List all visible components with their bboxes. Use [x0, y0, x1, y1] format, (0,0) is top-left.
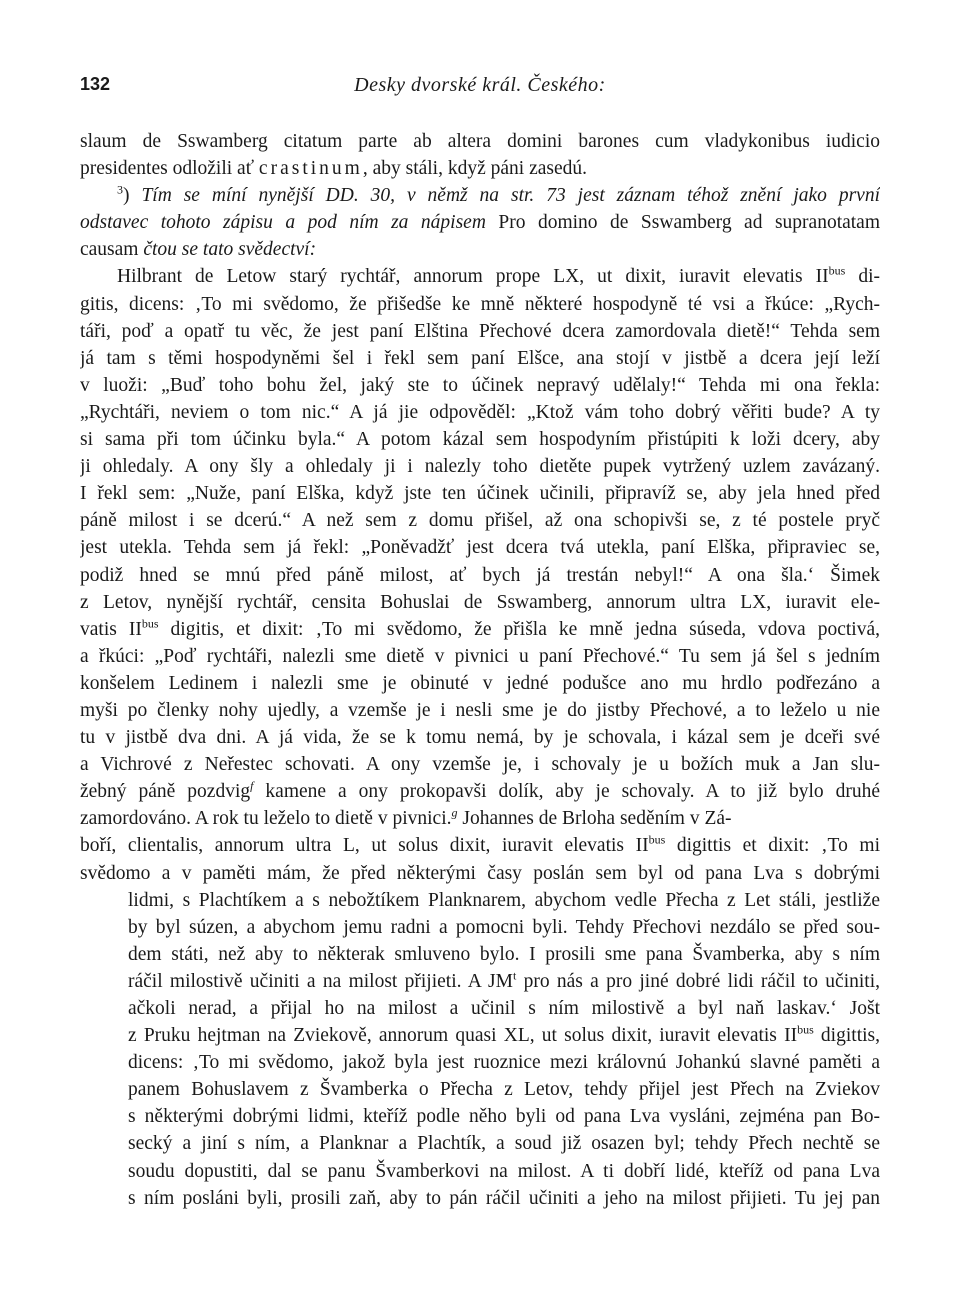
text-segment: causam [80, 239, 144, 261]
text-segment: Pro domino de Sswamberg ad supranotatam [485, 212, 880, 234]
text-line [80, 372, 880, 399]
text-segment: digittis et dixit: ‚To mi [665, 835, 880, 857]
text-segment: s některými dobrými lidmi, kteříž podle něho byli od pana Lva vysláni, zejména pan Bo- [128, 1106, 880, 1128]
text-segment: páně milost i se dcerú.“ A než sem z domu přišel, až ona schopivši se, z té postele pryč [80, 510, 880, 532]
text-line [80, 616, 880, 643]
text-segment: gitis, dicens: ‚To mi svědomo, že přišedše ke mně některé hospodyně té vsi a řkúce: „Rych- [80, 293, 880, 315]
text-segment: , aby stáli, když páni zasedú. [362, 158, 588, 180]
text-segment: konšelem Ledinem i nalezli sme je obinuté v jedné podušce ano mu hrdlo podřezáno a [80, 672, 880, 694]
text-segment [534, 185, 546, 206]
text-line [80, 1022, 880, 1049]
text-line [80, 751, 880, 778]
text-segment: presidentes odložili ať [80, 158, 259, 180]
text-segment: Hilbrant de Letow starý rychtář, annorum prope LX, ut dixit, iuravit elevatis II [117, 266, 829, 288]
text-segment: digittis, [813, 1025, 880, 1047]
text-segment: vatis II [80, 618, 142, 640]
text-segment: myši po členky nohy ujedly, a vzemše je i nesli sme je do jistby Přechové, a to leželo u nie [80, 699, 880, 721]
text-segment: z Pruku hejtman na Zviekově, annorum quasi XL, ut solus dixit, iuravit elevatis II [128, 1025, 798, 1047]
text-segment: I řekl sem: „Nuže, paní Elška, když jste ten účinek učinili, připravíž se, aby jela hned před [80, 483, 880, 505]
text-segment: lidmi, s Plachtíkem a s nebožtíkem Planknarem, abychom vedle Přecha z Let stáli, jestliže [128, 889, 880, 911]
text-line [80, 263, 880, 290]
text-line [80, 887, 880, 914]
text-segment: ) [123, 185, 142, 207]
body-text [80, 128, 880, 1212]
text-segment: ji ohledaly. A ony šly a ohledaly ji i nalezly toho dietěte pupek vytržený uzlem zavázaný. [80, 456, 880, 478]
text-segment: by byl súzen, a abychom jemu radni a pomocni byli. Tehdy Přechovi nezdálo se před sou- [128, 916, 880, 938]
text-line [80, 589, 880, 616]
text-line [80, 778, 880, 805]
text-segment: jest utekla. Tehda sem já řekl: „Poněvadžť jest dcera tvá utekla, paní Elška, připraviec se, [80, 537, 880, 559]
page-header [80, 74, 880, 104]
text-segment: crastinum [258, 158, 363, 180]
text-line [80, 128, 880, 155]
text-line [80, 1158, 880, 1185]
text-segment: a řkúci: „Poď rychtáři, nalezli sme dietě v pivnici u paní Přechové.“ Tu sem já šel s jedním [80, 645, 880, 667]
text-line [80, 236, 880, 263]
superscript: t [512, 968, 517, 983]
text-line [80, 155, 880, 182]
text-line [80, 805, 880, 832]
text-line [80, 453, 880, 480]
text-segment: kamene a ony prokopavši dolík, aby je schovaly. A to již bylo druhé [253, 781, 880, 803]
italic-text: 73 jest záznam téhož znění jako první [546, 185, 880, 207]
text-segment: podiž hned se mnú před páně milost, ať bych já trestán nebyl!“ A ona šla.‘ Šimek [80, 564, 880, 586]
text-line [80, 724, 880, 751]
page-number: 132 [80, 74, 111, 94]
text-segment: digitis, et dixit: ‚To mi svědomo, že přišla ke mně jedna súseda, vdova poctivá, [158, 618, 880, 640]
text-segment: v luoži: „Buď toho bohu žel, jaký ste to účinek nepravý udělaly!“ Tehda mi ona řekla: [80, 374, 880, 396]
text-segment: svědomo a v paměti mám, že před některými časy poslán sem byl od pana Lva s dobrými [80, 862, 880, 884]
text-segment: táři, poď a opatř tu věc, že jest paní Elština Přechové dcera zamordovala dietě!“ Tehda sem [80, 320, 880, 342]
text-line [80, 697, 880, 724]
superscript: g [451, 805, 458, 820]
text-line [80, 426, 880, 453]
text-line [80, 643, 880, 670]
text-segment: si sama při tom účinku byla.“ A potom kázal sem hospodyním přistúpiti k loži dcery, aby [80, 429, 880, 451]
text-segment: ráčil milostivě učiniti a na milost přijieti. A JM [128, 970, 513, 992]
text-line [80, 860, 880, 887]
text-line [80, 995, 880, 1022]
text-segment: tu v jistbě dva dni. A já vida, že se k tomu nemá, by je schovala, i kázal sem je dceři své [80, 727, 880, 749]
text-segment: boří, clientalis, annorum ultra L, ut solus dixit, iuravit elevatis II [80, 835, 649, 857]
text-line [80, 507, 880, 534]
text-segment: dem státi, než aby to některak smluveno bylo. I prosili sme pana Švamberka, aby s ním [128, 943, 880, 965]
text-segment: s ním posláni byli, prosili zaň, aby to pán ráčil učiniti a jeho na milost přijieti. Tu jej pan [128, 1187, 880, 1209]
italic-text: Tím se míní nynější DD. 30, v němž na str. [141, 185, 535, 207]
text-segment: panem Bohuslavem z Švamberka o Přecha z Letov, tehdy přijel jest Přech na Zviekov [128, 1079, 880, 1101]
text-segment: slaum de Sswamberg citatum parte ab altera domini barones cum vladykonibus iudicio [80, 131, 880, 152]
text-line [80, 182, 880, 209]
text-line [80, 318, 880, 345]
text-segment: žebný páně pozdvig [80, 781, 251, 803]
text-line [80, 399, 880, 426]
superscript: 3 [117, 182, 123, 197]
text-line [80, 345, 880, 372]
text-segment: „Rychtáři, neviem o tom nic.“ A já jie odpověděl: „Ktož vám toho dobrý věřiti bude? A ty [80, 401, 880, 423]
running-title: Desky dvorské král. Českého: [354, 74, 606, 96]
superscript: bus [828, 263, 846, 278]
text-line [80, 1185, 880, 1212]
text-line [80, 562, 880, 589]
text-segment: dicens: ‚To mi svědomo, jakož byla jest ruoznice mezi královnú Johankú slavné paměti a [128, 1052, 880, 1074]
text-line [80, 480, 880, 507]
text-segment: soudu dopustiti, dal se panu Švamberkovi na milost. A ti dobří lidé, kteříž od pana Lva [128, 1160, 880, 1182]
text-segment: z Letov, nynější rychtář, censita Bohuslai de Sswamberg, annorum ultra LX, iuravit ele- [80, 591, 880, 613]
text-line [80, 534, 880, 561]
italic-text: odstavec tohoto zápisu a pod ním za nápisem [80, 212, 486, 234]
superscript: bus [648, 832, 666, 847]
text-line [80, 1130, 880, 1157]
text-segment: já tam s těmi hospodyněmi šel i řekl sem paní Elšce, ana stojí v jistbě a dcera její leží [80, 347, 880, 369]
text-line [80, 832, 880, 859]
text-segment: di- [845, 266, 880, 288]
text-line [80, 670, 880, 697]
superscript: bus [141, 616, 159, 631]
text-line [80, 209, 880, 236]
italic-text: čtou se tato svědectví: [143, 239, 317, 261]
text-segment: zamordováno. A rok tu leželo to dietě v pivnici. [80, 808, 452, 830]
superscript: bus [797, 1022, 814, 1037]
text-line [80, 291, 880, 318]
text-line [80, 1103, 880, 1130]
text-segment: Johannes de Brloha seděním v Zá- [457, 808, 732, 830]
text-line [80, 941, 880, 968]
text-line [80, 1076, 880, 1103]
text-segment: secký a jiní s ním, a Planknar a Plachtík, a soud již osazen byl; tehdy Přech nechtě se [128, 1133, 880, 1155]
text-segment: pro nás a pro jiné dobré lidi ráčil to učiniti, [516, 970, 880, 992]
text-line [80, 914, 880, 941]
text-line [80, 968, 880, 995]
text-segment: ačkoli nerad, a přijal ho na milost a učinil s ním milostivě a byl naň laskav.‘ Jošt [128, 998, 880, 1019]
text-line [80, 1049, 880, 1076]
superscript: f [250, 778, 254, 793]
text-segment: a Vichrové z Neřestec schovati. A ony vzemše je, i schovaly je u božích muk a Jan slu- [80, 754, 880, 776]
